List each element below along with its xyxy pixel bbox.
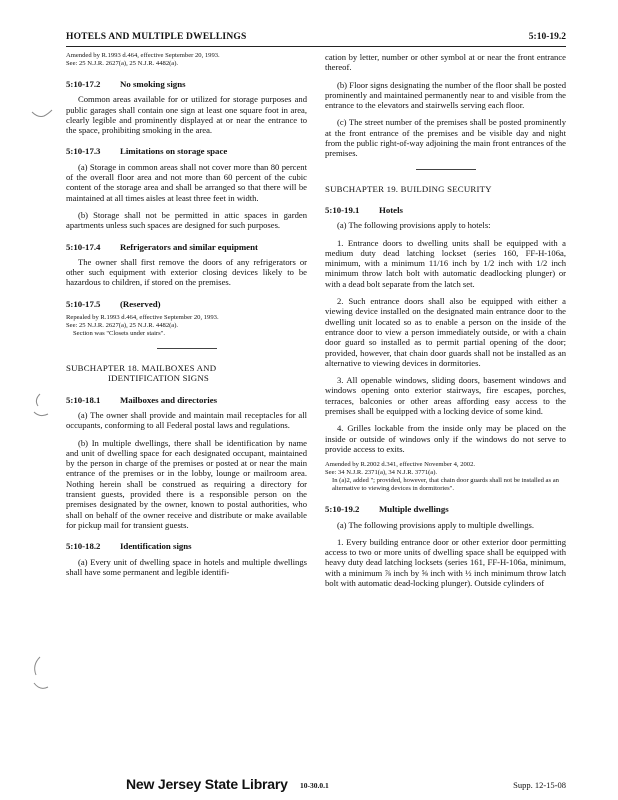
divider (157, 348, 217, 349)
section-number: 5:10-19.1 (325, 204, 360, 215)
running-header (66, 32, 566, 47)
subchapter-title: SUBCHAPTER 19. BUILDING SECURITY (325, 183, 492, 194)
section-number: 5:10-19.2 (325, 504, 360, 515)
page-number: 10-30.0.1 (300, 781, 329, 790)
paragraph: The owner shall first remove the doors of any refrigerators or other such equipment with exterior closing devices likely to be hazardous to children, if stored on the premises. (66, 256, 307, 288)
amendment-note: See: 34 N.J.R. 2371(a), 34 N.J.R. 3771(a). (325, 469, 438, 477)
section-title: Refrigerators and similar equipment (120, 241, 258, 252)
repeal-note: Section was "Closets under stairs". (73, 330, 166, 338)
section-title: Multiple dwellings (379, 504, 449, 515)
section-title: No smoking signs (120, 79, 186, 89)
paragraph: (b) In multiple dwellings, there shall be identification by name and unit of dwelling space for each designated occupant, maintained by the person in charge of the premises or posted at or near the main entrance of the premises or in the lobby, lounge or mailroom area. Nothing herein shall be construed as requiring a directory for transient guests, provided there is a responsible person on the premises designated by the owner, known to postal authorities, who shall on behalf of the owner receive and distribute or make available for pickup mail for transient guests. (66, 437, 307, 530)
section-heading (325, 205, 566, 215)
section-number: 5:10-17.5 (66, 298, 101, 309)
section-number: 5:10-18.1 (66, 394, 101, 405)
subchapter-heading (66, 363, 307, 384)
section-title: (Reserved) (120, 298, 161, 309)
repeal-note: See: 25 N.J.R. 2627(a), 25 N.J.R. 4482(a). (66, 322, 179, 330)
section-title: Identification signs (120, 541, 192, 552)
section-heading (66, 146, 307, 156)
amendment-note: Amended by R.2002 d.341, effective November 4, 2002. (325, 461, 476, 469)
right-column (325, 52, 566, 595)
list-item: 2. Such entrance doors shall also be equipped with either a viewing device installed on the designated main entrance door to the dwelling unit located so as to enable a person on the inside of the entrance door to view a person immediately outside, or with a chain door guard so installed as to permit partial opening of the door; provided, however, that chain door guards shall not be installed as an alternative to viewing devices in dormitories. (325, 296, 566, 368)
amendment-note: See: 25 N.J.R. 2627(a), 25 N.J.R. 4482(a). (66, 60, 179, 67)
paragraph: cation by letter, number or other symbol at or near the front entrance thereof. (325, 52, 566, 73)
paragraph: (b) Floor signs designating the number of the floor shall be posted prominently and maintained permanently near to and visible from the entrance to the elevators and stairwells serving each floor. (325, 79, 566, 111)
section-number: 5:10-17.4 (66, 241, 101, 252)
section-heading (66, 395, 307, 405)
margin-bracket-icon (30, 392, 54, 422)
library-logo: New Jersey State Library (126, 776, 288, 792)
section-heading (66, 299, 307, 309)
list-item: 4. Grilles lockable from the inside only may be placed on the inside or outside of windows only if the windows do not serve to provide access to exits. (325, 423, 566, 454)
margin-mark-icon (30, 108, 54, 122)
margin-bracket-icon (28, 655, 52, 695)
section-heading (66, 541, 307, 551)
section-heading (325, 504, 566, 514)
section-number: 5:10-18.2 (66, 541, 101, 552)
paragraph: (b) Storage shall not be permitted in attic spaces in garden apartments unless such spaces are designed for such purposes. (66, 209, 307, 231)
section-title: Limitations on storage space (120, 146, 228, 157)
paragraph: (a) Every unit of dwelling space in hotels and multiple dwellings shall have some permanent and legible identifi- (66, 556, 307, 577)
list-item: 1. Entrance doors to dwelling units shall be equipped with a medium duty dead latching lockset (series 160, FF-H-106a, minimum, with a minimum 11/16 inch by 1/2 inch with 1/2 inch minimum throw latch bolt with automatic deadlocking plunger) or with a dead bolt separate from the latch set. (325, 237, 566, 289)
repeal-note: Repealed by R.1993 d.464, effective September 20, 1993. (66, 314, 219, 322)
section-title: Hotels (379, 204, 403, 215)
paragraph: (c) The street number of the premises shall be posted prominently at the front entrance of the premises and be visible day and night from the public right-of-way adjoining the main front entrances of the premises. (325, 117, 566, 159)
divider (416, 169, 476, 170)
left-column (66, 52, 307, 584)
amendment-note: Amended by R.1993 d.464, effective September 20, 1993. (66, 52, 220, 59)
paragraph: (a) The following provisions apply to hotels: (337, 220, 491, 231)
subchapter-title: SUBCHAPTER 18. MAILBOXES AND (66, 363, 217, 374)
section-title: Mailboxes and directories (120, 394, 218, 405)
header-chapter-title: HOTELS AND MULTIPLE DWELLINGS (66, 32, 247, 42)
supplement-date: Supp. 12-15-08 (513, 780, 566, 790)
paragraph: Common areas available for or utilized for storage purposes and public garages shall contain one sign at least one square foot in area, clearly legible and prominently displayed at or near the entrance to the space, prohibiting smoking in the area. (66, 94, 307, 136)
list-item: 1. Every building entrance door or other exterior door permitting access to two or more units of dwelling space shall be equipped with heavy duty dead latching locksets (series 161, FF-H-106a, minimum, with a minimum ⅞ inch by ⅝ inch with ½ inch minimum throw latch bolt with automatic dead-locking plunger). Outside cylinders of (325, 536, 566, 588)
list-item: 3. All openable windows, sliding doors, basement windows and windows opening onto exterior stairways, fire escapes, porches, terraces, balconies or other areas affording easy access to the premises shall be equipped with a locking device of some kind. (325, 375, 566, 417)
paragraph: (a) Storage in common areas shall not cover more than 80 percent of the overall floor area and not more than 60 percent of the cubic content of the storage area and shall be arranged so that there will be maintained at all times aisles at least three feet in width. (66, 161, 307, 203)
paragraph: (a) The following provisions apply to multiple dwellings. (337, 519, 534, 530)
section-number: 5:10-17.2 (66, 79, 101, 89)
subchapter-title: IDENTIFICATION SIGNS (108, 373, 210, 384)
section-heading (66, 79, 307, 89)
subchapter-heading (325, 184, 566, 194)
section-heading (66, 242, 307, 252)
header-section-number: 5:10-19.2 (528, 32, 566, 42)
paragraph: (a) The owner shall provide and maintain mail receptacles for all occupants, conforming to all Federal postal laws and regulations. (66, 409, 307, 431)
amendment-note: In (a)2, added "; provided, however, that chain door guards shall not be installed as an alternative to viewing devices in dormitories". (332, 477, 559, 493)
section-number: 5:10-17.3 (66, 146, 101, 157)
